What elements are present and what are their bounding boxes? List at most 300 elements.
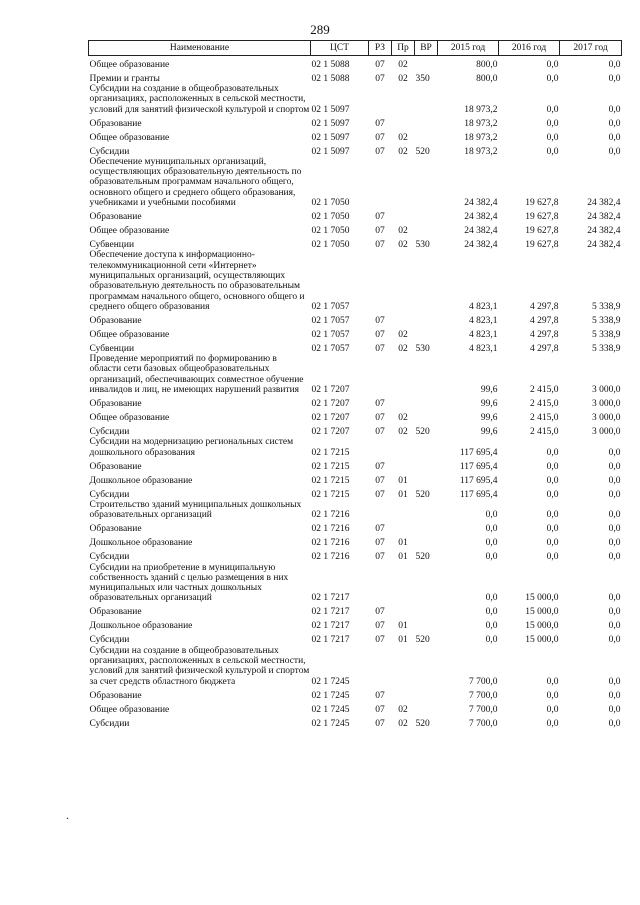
row-value-2016: 0,0 (546, 552, 559, 563)
row-vr (415, 129, 438, 143)
row-rz: 07 (375, 146, 385, 157)
row-value-2017: 0,0 (608, 552, 621, 563)
header-rz: РЗ (369, 41, 392, 56)
row-rz: 07 (375, 226, 385, 237)
row-pr (392, 208, 415, 222)
row-pr (392, 500, 415, 521)
row-cst: 02 1 7050 (311, 226, 350, 237)
row-value-2017: 0,0 (608, 59, 621, 70)
row-value-2016: 0,0 (546, 538, 559, 549)
row-value-2016: 0,0 (546, 59, 559, 70)
row-rz (369, 250, 392, 312)
row-value-2017: 0,0 (608, 447, 621, 458)
row-value-2017: 0,0 (608, 704, 621, 715)
row-vr: 530 (415, 343, 430, 354)
row-value-2015: 24 382,4 (464, 240, 498, 251)
row-value-2016: 15 000,0 (525, 635, 559, 646)
row-cst: 02 1 7216 (311, 524, 350, 535)
table-header-row (89, 41, 622, 56)
row-name: Субсидии на создание в общеобразовательных организациях, расположенных в сельской местности, условий для занятий физической культурой и спортом (89, 84, 310, 115)
table-row (89, 395, 622, 409)
row-pr: 02 (398, 343, 408, 354)
row-value-2016: 0,0 (546, 704, 559, 715)
row-vr: 520 (415, 552, 430, 563)
row-vr (415, 354, 438, 395)
row-pr (392, 354, 415, 395)
row-value-2015: 800,0 (476, 73, 498, 84)
row-rz: 07 (375, 461, 385, 472)
row-value-2015: 18 973,2 (464, 132, 498, 143)
row-pr (392, 395, 415, 409)
row-name: Образование (89, 212, 142, 223)
row-value-2017: 0,0 (608, 676, 621, 687)
table-row (89, 326, 622, 340)
row-value-2015: 4 823,1 (469, 315, 498, 326)
table-body (89, 56, 622, 729)
row-rz (369, 646, 392, 687)
row-cst: 02 1 7216 (311, 510, 350, 521)
row-value-2016: 0,0 (546, 104, 559, 115)
row-value-2017: 5 338,9 (592, 343, 621, 354)
row-pr (392, 115, 415, 129)
row-rz: 07 (375, 704, 385, 715)
row-value-2016: 0,0 (546, 447, 559, 458)
table-row (89, 500, 622, 521)
row-vr (415, 56, 438, 71)
row-value-2017: 0,0 (608, 132, 621, 143)
row-value-2017: 0,0 (608, 118, 621, 129)
row-value-2015: 99,6 (480, 385, 498, 396)
row-name: Образование (89, 690, 142, 701)
row-value-2015: 24 382,4 (464, 198, 498, 209)
row-vr (415, 326, 438, 340)
row-value-2016: 4 297,8 (530, 329, 559, 340)
row-rz: 07 (375, 343, 385, 354)
row-cst: 02 1 7057 (311, 301, 350, 312)
row-rz: 07 (375, 118, 385, 129)
row-rz: 07 (375, 132, 385, 143)
row-value-2016: 19 627,8 (525, 212, 559, 223)
row-value-2017: 0,0 (608, 621, 621, 632)
row-pr: 01 (398, 489, 408, 500)
row-name: Субсидии (89, 427, 130, 438)
row-value-2017: 0,0 (608, 538, 621, 549)
budget-table (88, 40, 622, 729)
row-vr (415, 646, 438, 687)
row-name: Общее образование (89, 226, 170, 237)
table-row (89, 354, 622, 395)
row-pr (392, 437, 415, 458)
row-rz: 07 (375, 59, 385, 70)
table-row (89, 115, 622, 129)
row-cst: 02 1 7215 (311, 447, 350, 458)
row-value-2017: 0,0 (608, 104, 621, 115)
row-value-2017: 0,0 (608, 593, 621, 604)
row-value-2016: 2 415,0 (530, 385, 559, 396)
row-cst: 02 1 5097 (311, 118, 350, 129)
row-name: Образование (89, 524, 142, 535)
row-value-2015: 800,0 (476, 59, 498, 70)
row-vr: 520 (415, 146, 430, 157)
row-value-2016: 15 000,0 (525, 621, 559, 632)
row-pr (392, 250, 415, 312)
row-value-2015: 99,6 (480, 399, 498, 410)
row-pr: 01 (398, 552, 408, 563)
row-name: Субсидии (89, 635, 130, 646)
row-cst: 02 1 7215 (311, 461, 350, 472)
row-cst: 02 1 7057 (311, 315, 350, 326)
row-name: Строительство зданий муниципальных дошкольных образовательных организаций (89, 499, 302, 521)
row-rz: 07 (375, 552, 385, 563)
row-vr (415, 250, 438, 312)
row-rz (369, 157, 392, 208)
row-cst: 02 1 7207 (311, 427, 350, 438)
row-value-2016: 0,0 (546, 524, 559, 535)
row-vr (415, 458, 438, 472)
row-value-2016: 15 000,0 (525, 607, 559, 618)
row-value-2015: 7 700,0 (469, 704, 498, 715)
row-vr: 350 (415, 73, 430, 84)
row-value-2015: 4 823,1 (469, 343, 498, 354)
row-value-2015: 117 695,4 (459, 461, 498, 472)
row-rz: 07 (375, 475, 385, 486)
row-value-2015: 0,0 (485, 635, 498, 646)
table-row (89, 549, 622, 563)
table-row (89, 604, 622, 618)
row-pr: 01 (398, 635, 408, 646)
table-row (89, 701, 622, 715)
row-value-2016: 0,0 (546, 461, 559, 472)
row-cst: 02 1 7207 (311, 385, 350, 396)
row-value-2016: 0,0 (546, 676, 559, 687)
table-row (89, 157, 622, 208)
row-value-2015: 18 973,2 (464, 104, 498, 115)
row-value-2017: 5 338,9 (592, 315, 621, 326)
row-value-2015: 18 973,2 (464, 146, 498, 157)
row-cst: 02 1 7245 (311, 690, 350, 701)
row-value-2017: 0,0 (608, 718, 621, 729)
row-vr (415, 115, 438, 129)
header-2016: 2016 год (499, 41, 560, 56)
row-vr (415, 472, 438, 486)
row-vr (415, 84, 438, 115)
row-cst: 02 1 7207 (311, 413, 350, 424)
table-row (89, 84, 622, 115)
row-cst: 02 1 5097 (311, 146, 350, 157)
row-cst: 02 1 7216 (311, 552, 350, 563)
row-name: Субвенции (89, 240, 135, 251)
table-row (89, 56, 622, 71)
row-value-2016: 4 297,8 (530, 315, 559, 326)
row-pr (392, 312, 415, 326)
table-row (89, 222, 622, 236)
row-value-2015: 24 382,4 (464, 212, 498, 223)
row-name: Премии и гранты (89, 73, 160, 84)
row-value-2016: 4 297,8 (530, 343, 559, 354)
row-value-2016: 0,0 (546, 510, 559, 521)
row-value-2017: 0,0 (608, 690, 621, 701)
row-value-2015: 99,6 (480, 413, 498, 424)
row-value-2016: 2 415,0 (530, 399, 559, 410)
row-name: Субсидии на модернизацию региональных систем дошкольного образования (89, 437, 294, 458)
row-name: Общее образование (89, 132, 170, 143)
row-rz: 07 (375, 315, 385, 326)
row-value-2015: 0,0 (485, 621, 498, 632)
row-value-2016: 2 415,0 (530, 413, 559, 424)
row-value-2017: 0,0 (608, 461, 621, 472)
row-cst: 02 1 7216 (311, 538, 350, 549)
row-value-2015: 0,0 (485, 510, 498, 521)
row-value-2017: 24 382,4 (587, 226, 621, 237)
row-value-2017: 0,0 (608, 475, 621, 486)
row-cst: 02 1 5097 (311, 132, 350, 143)
row-value-2015: 7 700,0 (469, 676, 498, 687)
row-rz: 07 (375, 413, 385, 424)
row-value-2016: 19 627,8 (525, 198, 559, 209)
row-vr: 520 (415, 489, 430, 500)
row-rz: 07 (375, 399, 385, 410)
row-value-2015: 7 700,0 (469, 718, 498, 729)
table-row (89, 521, 622, 535)
row-pr: 02 (398, 413, 408, 424)
row-pr: 02 (398, 226, 408, 237)
row-cst: 02 1 7245 (311, 676, 350, 687)
row-value-2017: 0,0 (608, 510, 621, 521)
row-value-2015: 0,0 (485, 524, 498, 535)
row-name: Дошкольное образование (89, 621, 193, 632)
row-name: Общее образование (89, 413, 170, 424)
row-value-2016: 0,0 (546, 146, 559, 157)
row-name: Образование (89, 399, 142, 410)
row-vr: 520 (415, 635, 430, 646)
row-pr: 02 (398, 704, 408, 715)
row-value-2016: 0,0 (546, 118, 559, 129)
row-name: Дошкольное образование (89, 538, 193, 549)
row-value-2016: 0,0 (546, 690, 559, 701)
row-rz: 07 (375, 621, 385, 632)
row-pr (392, 563, 415, 604)
table-row (89, 458, 622, 472)
row-pr: 02 (398, 59, 408, 70)
row-cst: 02 1 7057 (311, 343, 350, 354)
row-value-2015: 117 695,4 (459, 475, 498, 486)
table-row (89, 340, 622, 354)
row-pr: 02 (398, 329, 408, 340)
row-name: Общее образование (89, 704, 170, 715)
row-name: Образование (89, 118, 142, 129)
row-rz: 07 (375, 212, 385, 223)
row-cst: 02 1 7215 (311, 475, 350, 486)
row-value-2016: 0,0 (546, 475, 559, 486)
row-pr: 02 (398, 146, 408, 157)
row-rz (369, 84, 392, 115)
row-vr (415, 604, 438, 618)
row-value-2016: 0,0 (546, 718, 559, 729)
row-cst: 02 1 5088 (311, 73, 350, 84)
table-row (89, 687, 622, 701)
row-rz: 07 (375, 73, 385, 84)
row-value-2015: 0,0 (485, 593, 498, 604)
table-row (89, 70, 622, 84)
row-name: Обеспечение муниципальных организаций, осуществляющих образовательную деятельность по образовательным программам начального общего, основного общего и среднего общего образования, учебниками и учебными пособиями (89, 156, 302, 209)
row-rz: 07 (375, 538, 385, 549)
row-rz (369, 500, 392, 521)
row-cst: 02 1 7207 (311, 399, 350, 410)
table-row (89, 250, 622, 312)
row-name: Образование (89, 607, 142, 618)
row-vr: 520 (415, 427, 430, 438)
row-pr: 02 (398, 427, 408, 438)
table-row (89, 632, 622, 646)
row-name: Обеспечение доступа к информационно-телекоммуникационной сети «Интернет» муниципальных организаций, осуществляющих образовательную деятельность по образовательным программам начального общего, основного общего и среднего общего образования (89, 250, 305, 312)
row-value-2017: 24 382,4 (587, 212, 621, 223)
table-row (89, 129, 622, 143)
table-row (89, 472, 622, 486)
row-vr (415, 409, 438, 423)
row-vr (415, 563, 438, 604)
row-value-2017: 5 338,9 (592, 329, 621, 340)
page-number: 289 (310, 22, 330, 37)
row-cst: 02 1 7217 (311, 635, 350, 646)
row-vr (415, 701, 438, 715)
row-pr (392, 521, 415, 535)
row-value-2017: 24 382,4 (587, 240, 621, 251)
row-value-2015: 4 823,1 (469, 329, 498, 340)
row-vr (415, 618, 438, 632)
row-value-2017: 24 382,4 (587, 198, 621, 209)
row-vr (415, 222, 438, 236)
row-vr (415, 521, 438, 535)
row-vr (415, 157, 438, 208)
row-pr: 01 (398, 621, 408, 632)
row-rz: 07 (375, 690, 385, 701)
row-value-2017: 0,0 (608, 524, 621, 535)
row-value-2016: 19 627,8 (525, 240, 559, 251)
row-value-2017: 5 338,9 (592, 301, 621, 312)
table-row (89, 535, 622, 549)
row-value-2017: 3 000,0 (592, 385, 621, 396)
row-vr (415, 208, 438, 222)
row-value-2017: 0,0 (608, 607, 621, 618)
row-value-2015: 0,0 (485, 607, 498, 618)
header-pr: Пр (392, 41, 415, 56)
row-rz (369, 563, 392, 604)
table-row (89, 563, 622, 604)
row-name: Субсидии (89, 489, 130, 500)
row-cst: 02 1 7050 (311, 240, 350, 251)
row-pr (392, 84, 415, 115)
row-pr: 02 (398, 718, 408, 729)
row-vr (415, 500, 438, 521)
row-name: Общее образование (89, 59, 170, 70)
table-row (89, 486, 622, 500)
row-cst: 02 1 7050 (311, 212, 350, 223)
row-rz: 07 (375, 329, 385, 340)
header-2015: 2015 год (438, 41, 499, 56)
row-name: Образование (89, 461, 142, 472)
row-cst: 02 1 7217 (311, 621, 350, 632)
row-cst: 02 1 7215 (311, 489, 350, 500)
row-value-2017: 3 000,0 (592, 413, 621, 424)
row-rz (369, 354, 392, 395)
table-row (89, 437, 622, 458)
row-rz: 07 (375, 635, 385, 646)
row-cst: 02 1 5097 (311, 104, 350, 115)
row-value-2017: 0,0 (608, 73, 621, 84)
row-name: Субсидии (89, 146, 130, 157)
row-rz: 07 (375, 607, 385, 618)
row-cst: 02 1 7217 (311, 593, 350, 604)
table-row (89, 312, 622, 326)
row-value-2015: 99,6 (480, 427, 498, 438)
row-name: Проведение мероприятий по формированию в области сети базовых общеобразовательных организаций, обеспечивающих совместное обучение инвалидов и лиц, не имеющих нарушений развития (89, 354, 304, 396)
row-pr (392, 157, 415, 208)
table-row (89, 236, 622, 250)
header-name: Наименование (89, 41, 311, 56)
row-cst: 02 1 7050 (311, 198, 350, 209)
row-pr (392, 687, 415, 701)
row-value-2017: 0,0 (608, 489, 621, 500)
row-vr (415, 535, 438, 549)
header-cst: ЦСТ (311, 41, 369, 56)
row-value-2015: 117 695,4 (459, 489, 498, 500)
row-vr (415, 312, 438, 326)
row-pr (392, 458, 415, 472)
row-value-2015: 24 382,4 (464, 226, 498, 237)
row-rz: 07 (375, 489, 385, 500)
row-rz: 07 (375, 427, 385, 438)
row-value-2016: 0,0 (546, 73, 559, 84)
row-name: Субсидии (89, 718, 130, 729)
row-pr: 02 (398, 73, 408, 84)
row-rz: 07 (375, 718, 385, 729)
row-value-2016: 0,0 (546, 489, 559, 500)
row-vr: 530 (415, 240, 430, 251)
table-row (89, 208, 622, 222)
row-value-2015: 0,0 (485, 538, 498, 549)
row-vr (415, 437, 438, 458)
row-vr (415, 395, 438, 409)
row-vr (415, 687, 438, 701)
row-pr: 02 (398, 240, 408, 251)
row-value-2016: 0,0 (546, 132, 559, 143)
row-pr: 01 (398, 475, 408, 486)
row-value-2015: 0,0 (485, 552, 498, 563)
header-2017: 2017 год (560, 41, 622, 56)
row-rz: 07 (375, 524, 385, 535)
row-pr (392, 604, 415, 618)
row-value-2017: 0,0 (608, 635, 621, 646)
row-rz: 07 (375, 240, 385, 251)
row-name: Субвенции (89, 343, 135, 354)
row-rz (369, 437, 392, 458)
row-name: Субсидии на создание в общеобразовательных организациях, расположенных в сельской местности, условий для занятий физической культурой и спортом за счет средств областного бюджета (89, 645, 310, 687)
row-pr (392, 646, 415, 687)
table-row (89, 618, 622, 632)
row-value-2016: 19 627,8 (525, 226, 559, 237)
header-vr: ВР (415, 41, 438, 56)
row-cst: 02 1 7245 (311, 718, 350, 729)
row-value-2017: 0,0 (608, 146, 621, 157)
row-cst: 02 1 7245 (311, 704, 350, 715)
table-row (89, 143, 622, 157)
table-row (89, 423, 622, 437)
row-value-2015: 7 700,0 (469, 690, 498, 701)
row-name: Дошкольное образование (89, 475, 193, 486)
table-row (89, 646, 622, 687)
row-value-2015: 18 973,2 (464, 118, 498, 129)
row-value-2016: 4 297,8 (530, 301, 559, 312)
